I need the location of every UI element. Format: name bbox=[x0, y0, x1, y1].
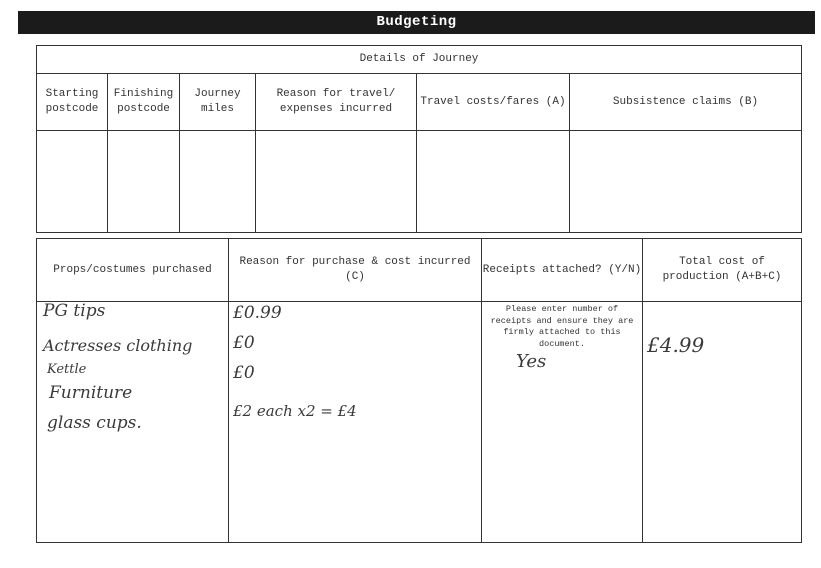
cost-item: £0 bbox=[233, 363, 255, 383]
column-header-travel-costs: Travel costs/fares (A) bbox=[417, 74, 570, 131]
column-header-props-costumes: Props/costumes purchased bbox=[37, 239, 229, 302]
page-title: Budgeting bbox=[18, 11, 815, 34]
column-header-finishing-postcode: Finishing postcode bbox=[108, 74, 180, 131]
prop-item: Kettle bbox=[47, 362, 87, 377]
receipts-instruction: Please enter number of receipts and ensure they are firmly attached to this document. bbox=[490, 304, 634, 349]
cost-item: £0 bbox=[233, 333, 255, 353]
total-cost-cell[interactable] bbox=[643, 302, 802, 543]
prop-item: glass cups. bbox=[47, 413, 142, 433]
total-cost-value: £4.99 bbox=[647, 333, 705, 357]
journey-miles-cell[interactable] bbox=[180, 131, 256, 233]
receipts-answer: Yes bbox=[516, 351, 547, 372]
column-header-journey-miles: Journey miles bbox=[180, 74, 256, 131]
finishing-postcode-cell[interactable] bbox=[108, 131, 180, 233]
column-header-subsistence-claims: Subsistence claims (B) bbox=[570, 74, 802, 131]
starting-postcode-cell[interactable] bbox=[37, 131, 108, 233]
prop-item: PG tips bbox=[43, 301, 106, 321]
prop-item: Actresses clothing bbox=[43, 336, 193, 355]
budget-table bbox=[36, 238, 802, 543]
travel-costs-cell[interactable] bbox=[417, 131, 570, 233]
column-header-reason-for-travel: Reason for travel/ expenses incurred bbox=[256, 74, 417, 131]
journey-details-table bbox=[36, 45, 802, 233]
journey-section-title: Details of Journey bbox=[37, 46, 802, 74]
subsistence-claims-cell[interactable] bbox=[570, 131, 802, 233]
column-header-receipts-attached: Receipts attached? (Y/N) bbox=[482, 239, 643, 302]
reason-for-travel-cell[interactable] bbox=[256, 131, 417, 233]
cost-item: £0.99 bbox=[233, 303, 282, 323]
column-header-total-cost: Total cost of production (A+B+C) bbox=[643, 239, 802, 302]
prop-item: Furniture bbox=[49, 383, 133, 403]
column-header-starting-postcode: Starting postcode bbox=[37, 74, 108, 131]
cost-item: £2 each x2 = £4 bbox=[233, 402, 357, 420]
column-header-reason-for-purchase: Reason for purchase & cost incurred (C) bbox=[229, 239, 482, 302]
props-list-cell[interactable] bbox=[37, 302, 229, 543]
purchase-cost-cell[interactable] bbox=[229, 302, 482, 543]
receipts-attached-cell[interactable] bbox=[482, 302, 643, 543]
